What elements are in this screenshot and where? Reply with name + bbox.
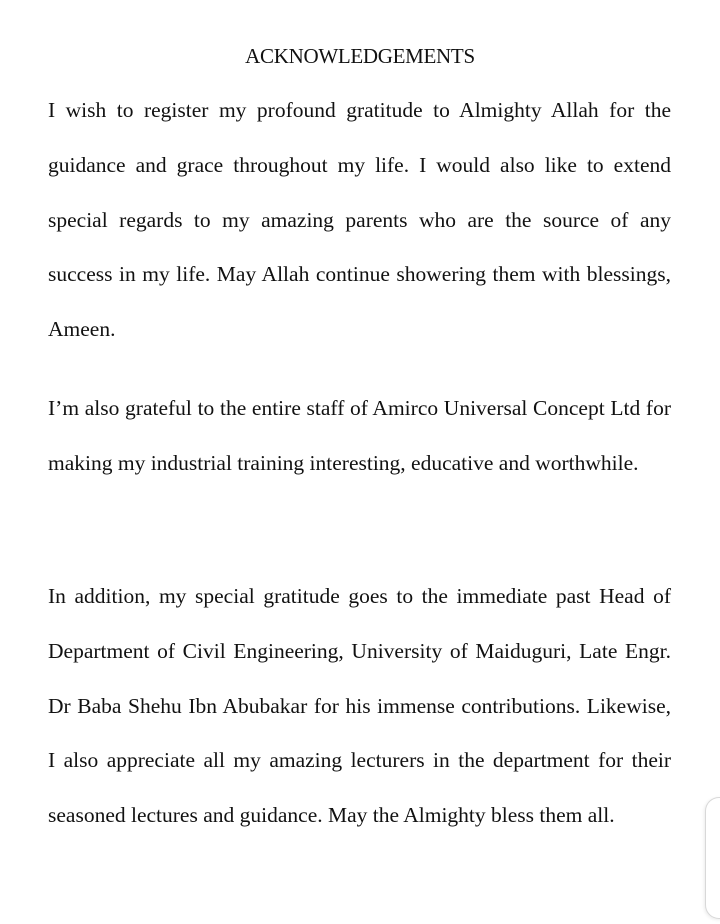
paragraph-gratitude-allah: I wish to register my profound gratitude to Almighty Allah for the guidance and grace throughout my life. I would also like to extend special regards to my amazing parents who are the source of any success in my life. May Allah continue showering them with blessings, Ameen. (48, 98, 671, 341)
page-title: ACKNOWLEDGEMENTS (245, 44, 475, 68)
paragraph-gratitude-staff: I’m also grateful to the entire staff of Amirco Universal Concept Ltd for making my industrial training interesting, educative and worthwhile. (48, 396, 671, 475)
paragraph-gratitude-department: In addition, my special gratitude goes to the immediate past Head of Department of Civil Engineering, University of Maiduguri, Late Engr. Dr Baba Shehu Ibn Abubakar for his immense contributions. Likewise, I also appreciate all my amazing lecturers in the department for their seasoned lectures and guidance. May the Almighty bless them all. (48, 584, 671, 827)
side-panel-handle[interactable] (705, 797, 720, 919)
